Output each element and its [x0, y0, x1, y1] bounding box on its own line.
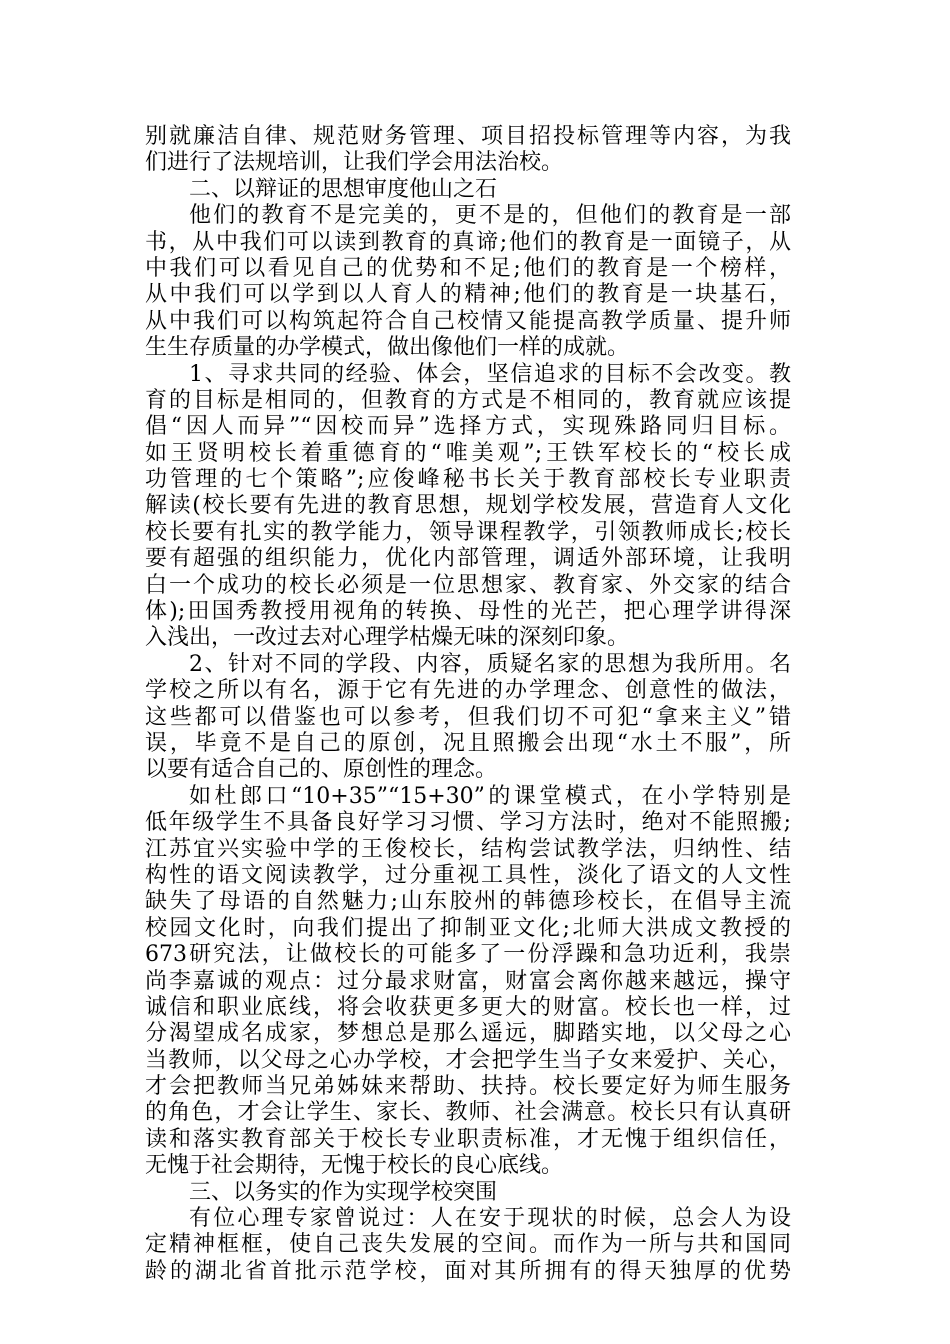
text-line: 三、以务实的作为实现学校突围 — [189, 1179, 498, 1205]
text-line: 低年级学生不具备良好学习习惯、学习方法时，绝对不能照搬; — [145, 810, 791, 836]
text-line: 从中我们可以构筑起符合自己校情又能提高教学质量、提升师 — [145, 308, 791, 334]
text-line: 白一个成功的校长必须是一位思想家、教育家、外交家的结合 — [145, 572, 791, 598]
text-line: 从中我们可以学到以人育人的精神;他们的教育是一块基石， — [145, 282, 791, 308]
text-line: 生生存质量的办学模式，做出像他们一样的成就。 — [145, 335, 630, 361]
text-line: 要有超强的组织能力，优化内部管理，调适外部环境，让我明 — [145, 546, 791, 572]
text-line: 这些都可以借鉴也可以参考，但我们切不可犯“拿来主义”错 — [145, 704, 791, 730]
text-line: 别就廉洁自律、规范财务管理、项目招投标管理等内容，为我 — [145, 124, 791, 149]
text-line: 江苏宜兴实验中学的王俊校长，结构尝试教学法，归纳性、结 — [145, 836, 791, 862]
text-line: 校园文化时，向我们提出了抑制亚文化;北师大洪成文教授的 — [145, 915, 791, 941]
text-line: 才会把教师当兄弟姊妹来帮助、扶持。校长要定好为师生服务 — [145, 1074, 791, 1100]
text-line: 尚李嘉诚的观点：过分最求财富，财富会离你越来越远，操守 — [145, 968, 791, 994]
text-line: 当教师，以父母之心办学校，才会把学生当子女来爱护、关心， — [145, 1047, 791, 1073]
text-line: 误，毕竟不是自己的原创，况且照搬会出现“水土不服”，所 — [145, 730, 791, 756]
text-line: 以要有适合自己的、原创性的理念。 — [145, 757, 498, 783]
text-line: 功管理的七个策略”;应俊峰秘书长关于教育部校长专业职责 — [145, 467, 791, 493]
text-line: 书，从中我们可以读到教育的真谛;他们的教育是一面镜子，从 — [145, 229, 791, 255]
text-line: 们进行了法规培训，让我们学会用法治校。 — [145, 150, 564, 176]
text-line: 673研究法，让做校长的可能多了一份浮躁和急功近利，我崇 — [145, 942, 791, 968]
text-line: 1、寻求共同的经验、体会，坚信追求的目标不会改变。教 — [189, 361, 791, 387]
text-line: 无愧于社会期待，无愧于校长的良心底线。 — [145, 1153, 564, 1179]
text-line: 校长要有扎实的教学能力，领导课程教学，引领教师成长;校长 — [145, 519, 791, 545]
text-line: 中我们可以看见自己的优势和不足;他们的教育是一个榜样， — [145, 255, 791, 281]
document-body — [145, 124, 791, 1285]
text-line: 缺失了母语的自然魅力;山东胶州的韩德珍校长，在倡导主流 — [145, 889, 791, 915]
text-line: 读和落实教育部关于校长专业职责标准，才无愧于组织信任， — [145, 1126, 791, 1152]
text-line: 他们的教育不是完美的，更不是的，但他们的教育是一部 — [189, 203, 791, 229]
text-line: 2、针对不同的学段、内容，质疑名家的思想为我所用。名 — [189, 651, 791, 677]
text-line: 分渴望成名成家，梦想总是那么遥远，脚踏实地，以父母之心 — [145, 1021, 791, 1047]
text-line: 入浅出，一改过去对心理学枯燥无味的深刻印象。 — [145, 625, 630, 651]
text-line: 解读(校长要有先进的教育思想，规划学校发展，营造育人文化 — [145, 493, 791, 519]
text-line: 体);田国秀教授用视角的转换、母性的光芒，把心理学讲得深 — [145, 599, 791, 625]
text-line: 定精神框框，使自己丧失发展的空间。而作为一所与共和国同 — [145, 1232, 791, 1258]
text-line: 有位心理专家曾说过：人在安于现状的时候，总会人为设 — [189, 1206, 791, 1232]
text-line: 诚信和职业底线，将会收获更多更大的财富。校长也一样，过 — [145, 994, 791, 1020]
text-line: 倡“因人而异”“因校而异”选择方式，实现殊路同归目标。 — [145, 414, 791, 440]
text-line: 龄的湖北省首批示范学校，面对其所拥有的得天独厚的优势 — [145, 1258, 791, 1284]
text-line: 育的目标是相同的，但教育的方式是不相同的，教育就应该提 — [145, 387, 791, 413]
text-line: 学校之所以有名，源于它有先进的办学理念、创意性的做法， — [145, 678, 791, 704]
text-line: 如杜郎口“10+35”“15+30”的课堂模式，在小学特别是 — [189, 783, 791, 809]
text-line: 二、以辩证的思想审度他山之石 — [189, 176, 498, 202]
text-line: 的角色，才会让学生、家长、教师、社会满意。校长只有认真研 — [145, 1100, 791, 1126]
text-line: 如王贤明校长着重德育的“唯美观”;王铁军校长的“校长成 — [145, 440, 791, 466]
text-line: 构性的语文阅读教学，过分重视工具性，淡化了语文的人文性 — [145, 862, 791, 888]
